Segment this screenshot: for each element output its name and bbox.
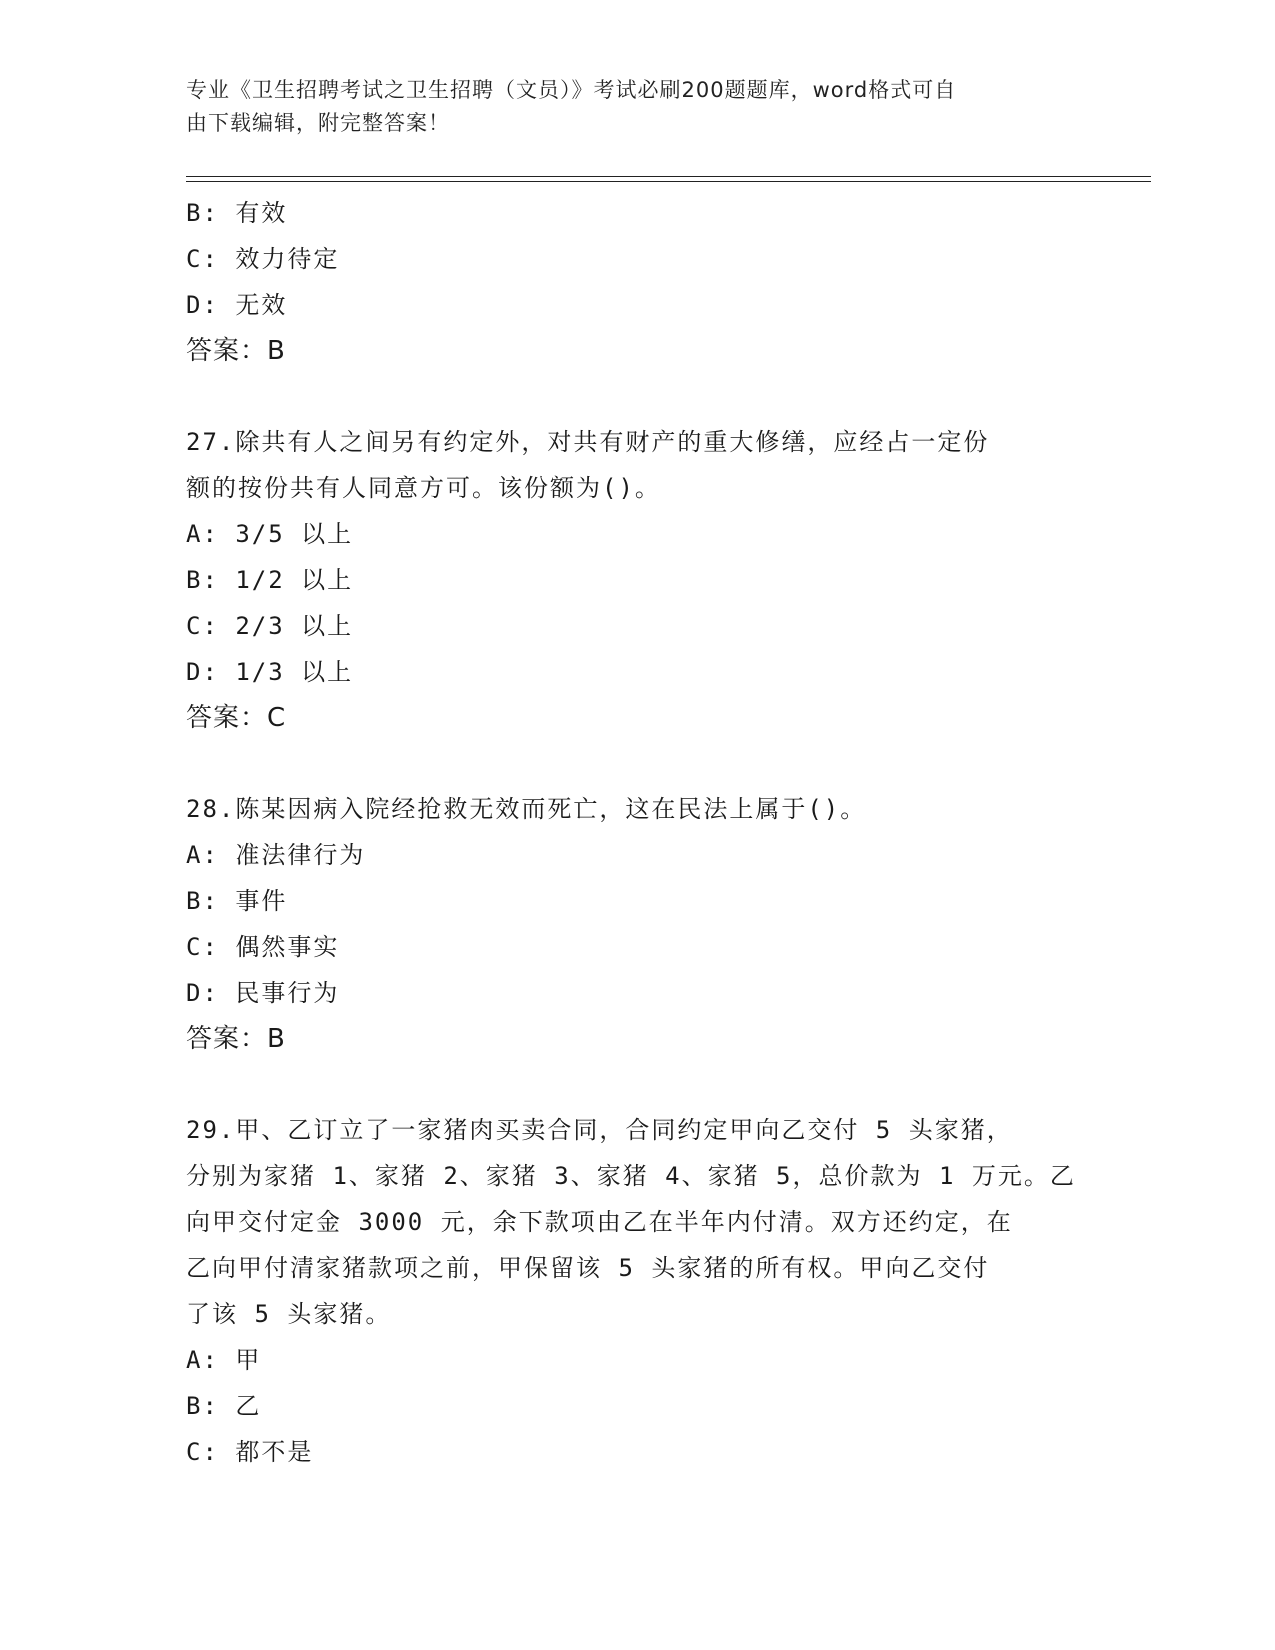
question-28 [186, 786, 1086, 1062]
option-d: D: 无效 [186, 291, 288, 319]
option-c: C: 偶然事实 [186, 933, 340, 961]
question-stem-line: 27.除共有人之间另有约定外，对共有财产的重大修缮，应经占一定份 [186, 428, 990, 456]
option-b: B: 有效 [186, 199, 288, 227]
header-line-1: 专业《卫生招聘考试之卫生招聘（文员）》考试必刷200题题库，word格式可自 [186, 78, 957, 102]
answer-line: 答案：B [186, 1024, 286, 1054]
option-a: A: 3/5 以上 [186, 520, 354, 548]
question-29 [186, 1107, 1086, 1475]
answer-line: 答案：B [186, 336, 286, 366]
document-header [186, 74, 1086, 140]
header-line-2: 由下载编辑，附完整答案！ [186, 111, 450, 135]
option-b: B: 1/2 以上 [186, 566, 354, 594]
header-divider-top [186, 176, 1151, 177]
question-stem-line: 了该 5 头家猪。 [186, 1300, 392, 1328]
question-26-continued [186, 190, 1086, 374]
option-b: B: 事件 [186, 887, 288, 915]
option-c: C: 效力待定 [186, 245, 340, 273]
option-c: C: 都不是 [186, 1438, 314, 1466]
answer-line: 答案：C [186, 703, 287, 733]
question-stem-line: 向甲交付定金 3000 元，余下款项由乙在半年内付清。双方还约定，在 [186, 1208, 1013, 1236]
option-a: A: 准法律行为 [186, 841, 366, 869]
option-c: C: 2/3 以上 [186, 612, 354, 640]
question-stem-line: 额的按份共有人同意方可。该份额为()。 [186, 474, 661, 502]
question-27 [186, 419, 1086, 741]
question-stem-line: 分别为家猪 1、家猪 2、家猪 3、家猪 4、家猪 5，总价款为 1 万元。乙 [186, 1162, 1076, 1190]
document-body [186, 190, 1086, 1475]
question-stem-line: 29.甲、乙订立了一家猪肉买卖合同，合同约定甲向乙交付 5 头家猪， [186, 1116, 1013, 1144]
option-d: D: 1/3 以上 [186, 658, 354, 686]
option-d: D: 民事行为 [186, 979, 340, 1007]
option-b: B: 乙 [186, 1392, 262, 1420]
option-a: A: 甲 [186, 1346, 262, 1374]
header-divider-bottom [186, 181, 1151, 182]
question-stem-line: 乙向甲付清家猪款项之前，甲保留该 5 头家猪的所有权。甲向乙交付 [186, 1254, 990, 1282]
question-stem-line: 28.陈某因病入院经抢救无效而死亡，这在民法上属于()。 [186, 795, 867, 823]
